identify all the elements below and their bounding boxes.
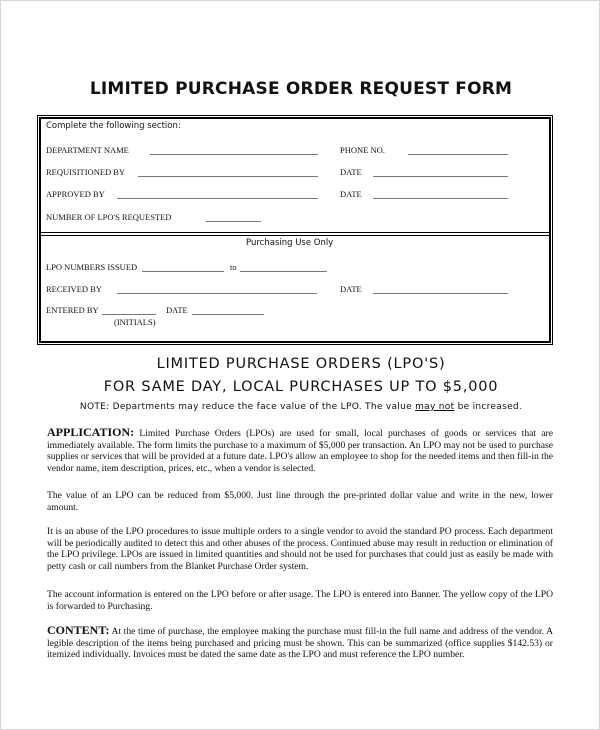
abuse-paragraph: It is an abuse of the LPO procedures to issue multiple orders to a single vendor to avoid the standard PO process. Each department will be periodically audited to detect this and other abuses of the process. Continued abuse may result in reduction or elimination of the LPO privilege. LPOs are issued in limited quantities and should not be used for purchases that could just as easily be made with petty cash or call numbers from the Blanket Purchase Order system. — [47, 526, 553, 572]
entered-date-label: DATE — [166, 305, 188, 315]
section-divider — [40, 232, 550, 236]
requisitioned-by-label: REQUISITIONED BY — [46, 167, 126, 177]
approved-by-label: APPROVED BY — [46, 189, 105, 199]
phone-no-field[interactable] — [408, 154, 508, 155]
received-by-field[interactable] — [117, 293, 317, 294]
content-text: At the time of purchase, the employee making the purchase must fill-in the full name and address of the vendor. A legible description of the items being purchased and pricing must be shown. This can be summarized (office supplies $142.53) or itemized individually. Invoices must be dated the same date as the LPO and must reference the LPO number. — [47, 626, 553, 661]
approved-by-field[interactable] — [117, 198, 318, 199]
document-title: LIMITED PURCHASE ORDER REQUEST FORM — [89, 79, 513, 99]
number-of-lpos-field[interactable] — [206, 221, 261, 222]
heading-lpos: LIMITED PURCHASE ORDERS (LPO'S) — [156, 356, 446, 372]
application-paragraph — [47, 427, 553, 474]
note-prefix: NOTE: Departments may reduce the face value of the LPO. The value — [79, 402, 416, 412]
department-name-label: DEPARTMENT NAME — [46, 145, 129, 155]
application-text: Limited Purchase Orders (LPOs) are used for small, local purchases of goods or services that are immediately available. The form limits the purchase to a maximum of $5,000 per transaction. An LPO may not be used to purchase supplies or services that will be provided at a future date. LPO's allow an employee to shop for the needed items and then fill-in the vendor name, item description, prices, etc., when a vendor is selected. — [47, 428, 553, 474]
entered-by-field[interactable] — [102, 314, 156, 315]
entered-by-label: ENTERED BY — [46, 305, 99, 315]
note-text — [1, 402, 600, 412]
to-label: to — [230, 262, 237, 272]
application-label: APPLICATION: — [47, 425, 135, 439]
lpo-numbers-to-field[interactable] — [240, 271, 327, 272]
date-label-1: DATE — [340, 167, 362, 177]
received-by-label: RECEIVED BY — [46, 284, 102, 294]
account-info-paragraph: The account information is entered on the LPO before or after usage. The LPO is entered into Banner. The yellow copy of the LPO is forwarded to Purchasing. — [47, 589, 553, 612]
requisitioned-by-field[interactable] — [138, 176, 318, 177]
received-date-field[interactable] — [373, 293, 508, 294]
date-field-1[interactable] — [373, 176, 508, 177]
content-label: CONTENT: — [47, 623, 110, 637]
department-name-field[interactable] — [150, 154, 318, 155]
section-heading-purchasing: Purchasing Use Only — [246, 238, 334, 248]
lpo-numbers-issued-label: LPO NUMBERS ISSUED — [46, 262, 138, 272]
initials-label: (INITIALS) — [114, 317, 156, 327]
request-form-box — [37, 115, 553, 345]
heading-same-day: FOR SAME DAY, LOCAL PURCHASES UP TO $5,000 — [103, 379, 499, 395]
content-paragraph — [47, 625, 553, 661]
section-heading-complete: Complete the following section: — [46, 121, 181, 131]
received-date-label: DATE — [340, 284, 362, 294]
note-underlined: may not — [415, 402, 455, 412]
lpo-numbers-from-field[interactable] — [142, 271, 224, 272]
note-suffix: be increased. — [454, 402, 523, 412]
date-field-2[interactable] — [373, 198, 508, 199]
entered-date-field[interactable] — [192, 314, 264, 315]
phone-no-label: PHONE NO. — [340, 145, 385, 155]
number-of-lpos-label: NUMBER OF LPO'S REQUESTED — [46, 212, 172, 222]
date-label-2: DATE — [340, 189, 362, 199]
reduce-value-paragraph: The value of an LPO can be reduced from $5,000. Just line through the pre-printed dollar value and write in the new, lower amount. — [47, 490, 553, 513]
